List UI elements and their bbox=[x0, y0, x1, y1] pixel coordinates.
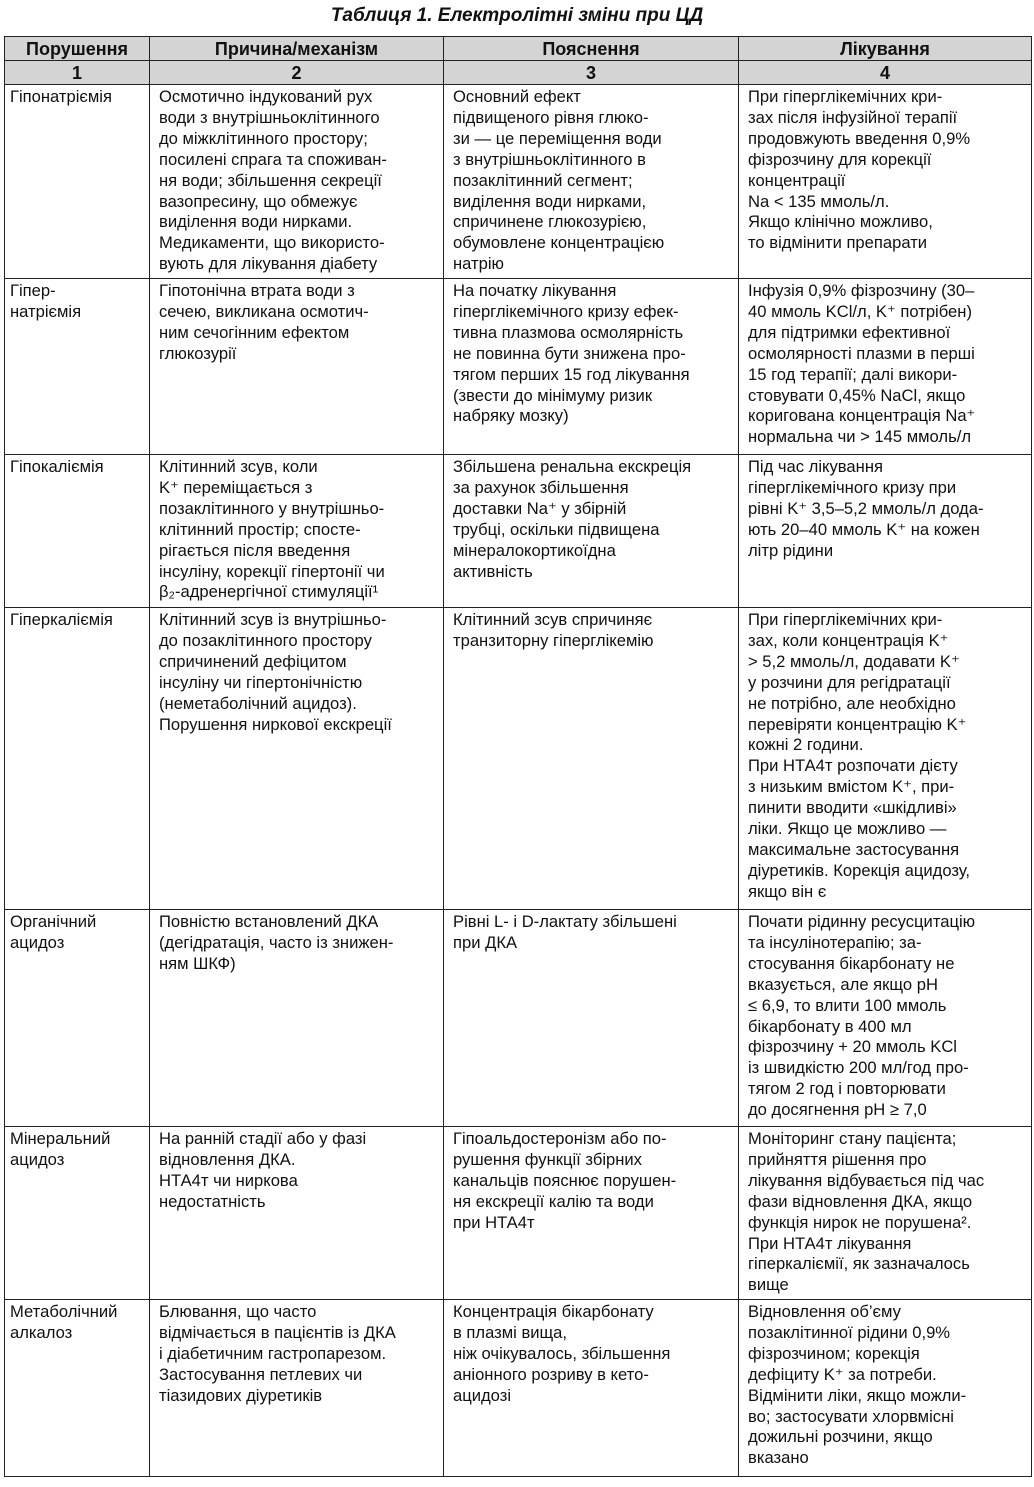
header-cause: Причина/механізм bbox=[150, 37, 444, 61]
table-row bbox=[5, 279, 1032, 455]
treatment-cell: Під час лікування гіперглікемічного кризу при рівні K⁺ 3,5–5,2 ммоль/л дода- ють 20–40 ммоль K⁺ на кожен літр рідини bbox=[739, 455, 1032, 608]
treatment-cell: Відновлення об’єму позаклітинної рідини 0,9% фізрозчином; корекція дефіциту K⁺ за потреби. Відмінити ліки, якщо можли- во; застосувати хлорвмісні дожильні розчини, якщо вказано bbox=[739, 1300, 1032, 1477]
explanation-cell: Основний ефект підвищеного рівня глюко- зи — це переміщення води з внутрішньоклітинного в позаклітинний сегмент; виділення води нирками, спричинене глюкозурією, обумовлене концентрацією натрію bbox=[444, 85, 739, 279]
cause-cell: Клітинний зсув із внутрішньо- до позаклітинного простору спричинений дефіцитом інсуліну чи гіпертонічністю (неметаболічний ацидоз). Порушення ниркової екскреції bbox=[150, 608, 444, 910]
column-number: 2 bbox=[150, 61, 444, 85]
treatment-cell: При гіперглікемічних кри- зах, коли концентрація K⁺ > 5,2 ммоль/л, додавати K⁺ у розчини для регідратації не потрібно, але необхідно перевіряти концентрацію K⁺ кожні 2 години. При НТА4т розпочати дієту з низьким вмістом K⁺, при- пинити вводити «шкідливі» ліки. Якщо це можливо — максимальне застосування діуретиків. Корекція ацидозу, якщо він є bbox=[739, 608, 1032, 910]
disorder-cell: Гіпер- натріємія bbox=[5, 279, 150, 455]
table-row bbox=[5, 455, 1032, 608]
disorder-cell: Метаболічний алкалоз bbox=[5, 1300, 150, 1477]
treatment-cell: При гіперглікемічних кри- зах після інфузійної терапії продовжують введення 0,9% фізрозчину для корекції концентрації Na < 135 ммоль/л. Якщо клінічно можливо, то відмінити препарати bbox=[739, 85, 1032, 279]
header-disorder: Порушення bbox=[5, 37, 150, 61]
table-row bbox=[5, 1127, 1032, 1300]
disorder-cell: Мінеральний ацидоз bbox=[5, 1127, 150, 1300]
header-explanation: Пояснення bbox=[444, 37, 739, 61]
explanation-cell: Концентрація бікарбонату в плазмі вища, ніж очікувалось, збільшення аніонного розриву в кето- ацидозі bbox=[444, 1300, 739, 1477]
treatment-cell: Моніторинг стану пацієнта; прийняття рішення про лікування відбувається під час фази відновлення ДКА, якщо функція нирок не порушена². При НТА4т лікування гіперкаліємії, як зазначалось вище bbox=[739, 1127, 1032, 1300]
table-row bbox=[5, 85, 1032, 279]
disorder-cell: Гіпонатріємія bbox=[5, 85, 150, 279]
table-row bbox=[5, 910, 1032, 1127]
explanation-cell: На початку лікування гіперглікемічного кризу ефек- тивна плазмова осмолярність не повинна бути знижена про- тягом перших 15 год лікування (звести до мінімуму ризик набряку мозку) bbox=[444, 279, 739, 455]
disorder-cell: Гіпокаліємія bbox=[5, 455, 150, 608]
table-row bbox=[5, 1300, 1032, 1477]
explanation-cell: Збільшена ренальна екскреція за рахунок збільшення доставки Na⁺ у збірній трубці, оскільки підвищена мінералокортикоїдна активність bbox=[444, 455, 739, 608]
column-number-row bbox=[5, 61, 1032, 85]
explanation-cell: Клітинний зсув спричиняє транзиторну гіперглікемію bbox=[444, 608, 739, 910]
disorder-cell: Гіперкаліємія bbox=[5, 608, 150, 910]
cause-cell: Повністю встановлений ДКА (дегідратація, часто із знижен- ням ШКФ) bbox=[150, 910, 444, 1127]
column-number: 3 bbox=[444, 61, 739, 85]
explanation-cell: Рівні L- і D-лактату збільшені при ДКА bbox=[444, 910, 739, 1127]
cause-cell: Осмотично індукований рух води з внутрішньоклітинного до міжклітинного простору; посилені спрага та споживан- ня води; збільшення секреції вазопресину, що обмежує виділення води нирками. Медикаменти, що використо- вують для лікування діабету bbox=[150, 85, 444, 279]
cause-cell: Клітинний зсув, коли K⁺ переміщається з позаклітинного у внутрішньо- клітинний простір; спосте- рігається після введення інсуліну, корекції гіпертонії чи β₂-адренергічної стимуляції¹ bbox=[150, 455, 444, 608]
header-treatment: Лікування bbox=[739, 37, 1032, 61]
column-number: 1 bbox=[5, 61, 150, 85]
cause-cell: Гіпотонічна втрата води з сечею, викликана осмотич- ним сечогінним ефектом глюкозурії bbox=[150, 279, 444, 455]
column-number: 4 bbox=[739, 61, 1032, 85]
cause-cell: На ранній стадії або у фазі відновлення ДКА. НТА4т чи ниркова недостатність bbox=[150, 1127, 444, 1300]
disorder-cell: Органічний ацидоз bbox=[5, 910, 150, 1127]
table-row bbox=[5, 608, 1032, 910]
treatment-cell: Почати рідинну ресусцитацію та інсулінотерапію; за- стосування бікарбонату не вказується, але якщо рН ≤ 6,9, то влити 100 ммоль бікарбонату в 400 мл фізрозчину + 20 ммоль KCl із швидкістю 200 мл/год про- тягом 2 год і повторювати до досягнення рН ≥ 7,0 bbox=[739, 910, 1032, 1127]
table-title: Таблиця 1. Електролітні зміни при ЦД bbox=[330, 5, 704, 26]
electrolyte-table bbox=[4, 36, 1032, 1477]
treatment-cell: Інфузія 0,9% фізрозчину (30– 40 ммоль KCl/л, K⁺ потрібен) для підтримки ефективної осмолярності плазми в перші 15 год терапії; далі викори- стовувати 0,45% NaCl, якщо коригована концентрація Na⁺ нормальна чи > 145 ммоль/л bbox=[739, 279, 1032, 455]
cause-cell: Блювання, що часто відмічається в пацієнтів із ДКА і діабетичним гастропарезом. Застосування петлевих чи тіазидових діуретиків bbox=[150, 1300, 444, 1477]
header-row bbox=[5, 37, 1032, 61]
explanation-cell: Гіпоальдостеронізм або по- рушення функції збірних канальців пояснює порушен- ня екскреції калію та води при НТА4т bbox=[444, 1127, 739, 1300]
